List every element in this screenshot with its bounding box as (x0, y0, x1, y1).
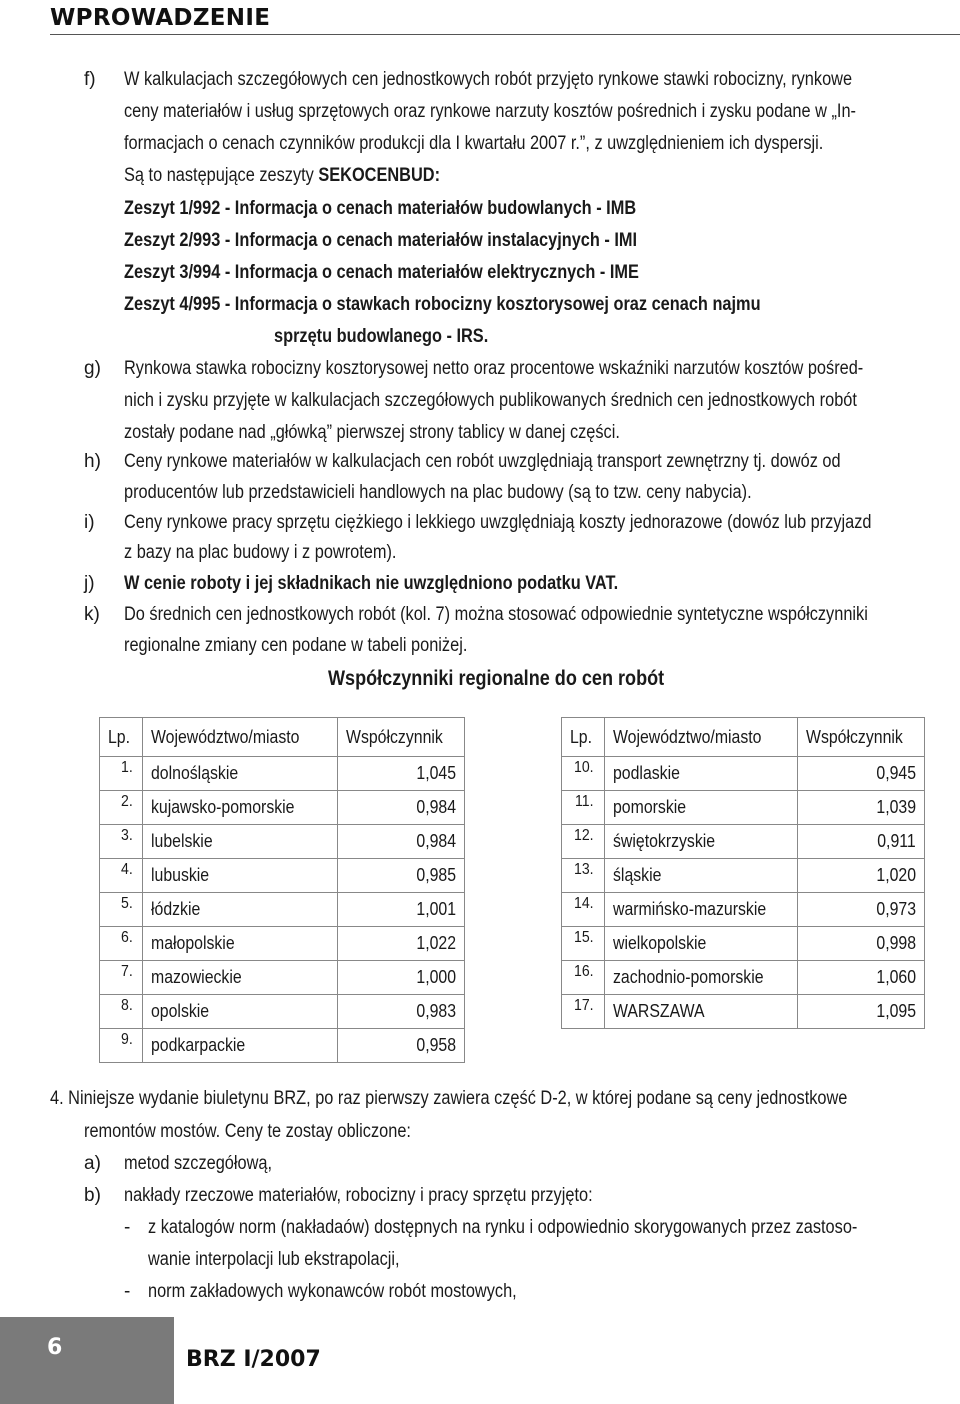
region-cell: śląskie (605, 859, 798, 893)
header-coef: Współczynnik (797, 718, 924, 757)
section4-line-1: 4. Niniejsze wydanie biuletynu BRZ, po raz pierwszy zawiera część D-2, w której podane są ceny jednostkowe (50, 1088, 848, 1109)
bullet-1-line-1: z katalogów norm (nakładaów) dostępnych na rynku i odpowiednio skorygowanych przez zastoso- (148, 1217, 858, 1238)
page-header (50, 2, 960, 35)
zeszyt-4: Zeszyt 4/995 - Informacja o stawkach robocizny kosztorysowej oraz cenach najmu (124, 294, 761, 315)
sekocenbud-label: SEKOCENBUD: (318, 165, 441, 186)
item-f-line-2: ceny materiałów i usług sprzętowych oraz rynkowe narzuty kosztów pośrednich i zysku podane w „In- (124, 101, 856, 122)
item-k-label: k) (84, 604, 100, 625)
page-number: 6 (47, 1335, 63, 1360)
item-j-label: j) (84, 573, 95, 594)
bullet-2-dash: - (124, 1281, 131, 1302)
item-f-label: f) (84, 69, 96, 90)
item-f-line-3: formacjach o cenach czynników produkcji dla I kwartału 2007 r.”, z uwzględnieniem ich dyspersji. (124, 133, 824, 154)
table-row (562, 757, 925, 791)
coef-cell: 0,998 (797, 927, 924, 961)
item-h-line-1: Ceny rynkowe materiałów w kalkulacjach cen robót uwzględniają transport zewnętrzny tj. dowóz od (124, 451, 841, 472)
table-row (100, 893, 465, 927)
table-row (562, 893, 925, 927)
regional-coef-table-left (99, 717, 465, 1063)
region-cell: kujawsko-pomorskie (143, 791, 338, 825)
section4-line-2: remontów mostów. Ceny te zostay obliczone: (84, 1121, 411, 1142)
footer-page-box (0, 1317, 174, 1404)
footer-title: BRZ I/2007 (186, 1347, 321, 1372)
region-cell: warmińsko-mazurskie (605, 893, 798, 927)
item-g-line-2: nich i zysku przyjęte w kalkulacjach szczegółowych publikowanych średnich cen jednostkowych robót (124, 390, 857, 411)
header-region: Województwo/miasto (605, 718, 798, 757)
bullet-2-text: norm zakładowych wykonawców robót mostowych, (148, 1281, 517, 1302)
region-cell: WARSZAWA (605, 995, 798, 1029)
item-f-line-4 (124, 164, 440, 188)
lp-cell: 15. (562, 927, 605, 961)
section-title: WPROWADZENIE (50, 5, 271, 31)
region-cell: podkarpackie (143, 1029, 338, 1063)
region-cell: świętokrzyskie (605, 825, 798, 859)
lp-cell: 14. (562, 893, 605, 927)
lp-cell: 17. (562, 995, 605, 1029)
table-row (100, 825, 465, 859)
coef-cell: 1,045 (337, 757, 464, 791)
coef-cell: 1,022 (337, 927, 464, 961)
lp-cell: 4. (100, 859, 143, 893)
coef-cell: 1,039 (797, 791, 924, 825)
coef-cell: 1,020 (797, 859, 924, 893)
lp-cell: 1. (100, 757, 143, 791)
region-cell: podlaskie (605, 757, 798, 791)
item-g-line-1: Rynkowa stawka robocizny kosztorysowej netto oraz procentowe wskaźniki narzutów kosztów pośred- (124, 358, 864, 379)
region-cell: dolnośląskie (143, 757, 338, 791)
lp-cell: 3. (100, 825, 143, 859)
lp-cell: 13. (562, 859, 605, 893)
coef-cell: 0,911 (797, 825, 924, 859)
region-cell: małopolskie (143, 927, 338, 961)
zeszyt-1: Zeszyt 1/992 - Informacja o cenach materiałów budowlanych - IMB (124, 198, 637, 219)
table-row (562, 995, 925, 1029)
section4-b-label: b) (84, 1185, 101, 1206)
region-cell: pomorskie (605, 791, 798, 825)
header-lp: Lp. (562, 718, 605, 757)
table-row (100, 757, 465, 791)
item-i-line-2: z bazy na plac budowy i z powrotem). (124, 542, 397, 563)
table-row (562, 859, 925, 893)
table-header-row (100, 718, 465, 757)
item-h-label: h) (84, 451, 101, 472)
lp-cell: 9. (100, 1029, 143, 1063)
zeszyt-4-cont: sprzętu budowlanego - IRS. (274, 326, 489, 347)
zeszyt-3: Zeszyt 3/994 - Informacja o cenach materiałów elektrycznych - IME (124, 262, 639, 283)
lp-cell: 11. (562, 791, 605, 825)
lp-cell: 8. (100, 995, 143, 1029)
region-cell: lubelskie (143, 825, 338, 859)
section4-b-text: nakłady rzeczowe materiałów, robocizny i pracy sprzętu przyjęto: (124, 1185, 593, 1206)
coef-cell: 1,060 (797, 961, 924, 995)
coef-cell: 0,973 (797, 893, 924, 927)
coef-cell: 1,000 (337, 961, 464, 995)
header-coef: Współczynnik (337, 718, 464, 757)
coef-cell: 1,001 (337, 893, 464, 927)
table-row (562, 961, 925, 995)
coef-cell: 0,985 (337, 859, 464, 893)
table-row (100, 995, 465, 1029)
item-k-line-1: Do średnich cen jednostkowych robót (kol. 7) można stosować odpowiednie syntetyczne współczynniki (124, 604, 868, 625)
item-j-text: W cenie roboty i jej składnikach nie uwzględniono podatku VAT. (124, 573, 619, 594)
zeszyt-2: Zeszyt 2/993 - Informacja o cenach materiałów instalacyjnych - IMI (124, 230, 638, 251)
region-cell: mazowieckie (143, 961, 338, 995)
lp-cell: 16. (562, 961, 605, 995)
table-row (100, 961, 465, 995)
item-f-line-4-text: Są to następujące zeszyty (124, 165, 319, 186)
bullet-1-line-2: wanie interpolacji lub ekstrapolacji, (148, 1249, 400, 1270)
item-i-label: i) (84, 512, 95, 533)
table-row (100, 859, 465, 893)
coef-cell: 0,945 (797, 757, 924, 791)
coef-cell: 0,984 (337, 791, 464, 825)
table-row (562, 791, 925, 825)
table-header-row (562, 718, 925, 757)
region-cell: lubuskie (143, 859, 338, 893)
bullet-1-dash: - (124, 1217, 131, 1238)
section4-a-label: a) (84, 1153, 101, 1174)
region-cell: opolskie (143, 995, 338, 1029)
table-row (562, 927, 925, 961)
item-f-line-1: W kalkulacjach szczegółowych cen jednostkowych robót przyjęto rynkowe stawki robocizny, rynkowe (124, 69, 853, 90)
region-cell: zachodnio-pomorskie (605, 961, 798, 995)
lp-cell: 7. (100, 961, 143, 995)
header-region: Województwo/miasto (143, 718, 338, 757)
lp-cell: 5. (100, 893, 143, 927)
table-title: Współczynniki regionalne do cen robót (328, 667, 665, 690)
lp-cell: 12. (562, 825, 605, 859)
coef-cell: 0,983 (337, 995, 464, 1029)
coef-cell: 0,984 (337, 825, 464, 859)
lp-cell: 10. (562, 757, 605, 791)
header-lp: Lp. (100, 718, 143, 757)
section4-a-text: metod szczegółową, (124, 1153, 273, 1174)
table-row (100, 791, 465, 825)
region-cell: łódzkie (143, 893, 338, 927)
lp-cell: 6. (100, 927, 143, 961)
item-h-line-2: producentów lub przedstawicieli handlowych na plac budowy (są to tzw. ceny nabycia). (124, 482, 752, 503)
table-row (100, 927, 465, 961)
item-g-line-3: zostały podane nad „główką” pierwszej strony tablicy w danej części. (124, 422, 620, 443)
lp-cell: 2. (100, 791, 143, 825)
coef-cell: 1,095 (797, 995, 924, 1029)
item-k-line-2: regionalne zmiany cen podane w tabeli poniżej. (124, 635, 468, 656)
regional-coef-table-right (561, 717, 925, 1029)
region-cell: wielkopolskie (605, 927, 798, 961)
table-row (100, 1029, 465, 1063)
coef-cell: 0,958 (337, 1029, 464, 1063)
item-g-label: g) (84, 358, 101, 379)
table-row (562, 825, 925, 859)
item-i-line-1: Ceny rynkowe pracy sprzętu ciężkiego i lekkiego uwzględniają koszty jednorazowe (dowóz lub przyjazd (124, 512, 872, 533)
